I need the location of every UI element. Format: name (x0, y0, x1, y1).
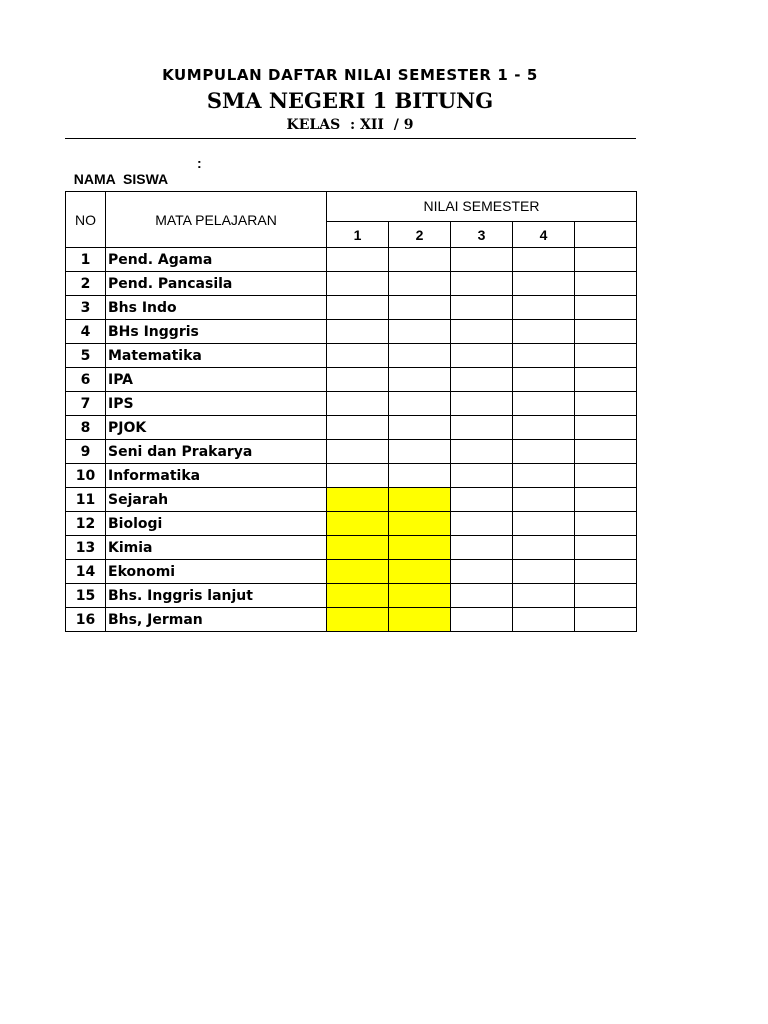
column-header-semester-group: NILAI SEMESTER (327, 192, 637, 222)
class-label: KELAS : XII / 9 (286, 117, 414, 133)
grade-cell-semester-5[interactable] (575, 608, 637, 632)
table-row (66, 536, 637, 560)
row-number: 3 (66, 296, 106, 320)
table-row (66, 344, 637, 368)
row-number: 8 (66, 416, 106, 440)
row-number: 9 (66, 440, 106, 464)
table-row (66, 464, 637, 488)
semester-header-1: 1 (327, 222, 389, 248)
row-number: 5 (66, 344, 106, 368)
grade-cell-semester-3[interactable] (451, 392, 513, 416)
student-name-colon: : (197, 155, 202, 171)
grade-cell-semester-3[interactable] (451, 368, 513, 392)
row-number: 1 (66, 248, 106, 272)
grade-cell-semester-1[interactable] (327, 248, 389, 272)
table-row (66, 440, 637, 464)
table-row (66, 488, 637, 512)
grade-cell-semester-5[interactable] (575, 320, 637, 344)
grade-cell-semester-3[interactable] (451, 320, 513, 344)
subject-name: Bhs. Inggris lanjut (106, 584, 327, 608)
grade-cell-semester-4[interactable] (513, 320, 575, 344)
school-name: SMA NEGERI 1 BITUNG (206, 88, 494, 113)
grade-cell-semester-2[interactable] (389, 488, 451, 512)
grade-cell-semester-2[interactable] (389, 560, 451, 584)
grade-cell-semester-2[interactable] (389, 344, 451, 368)
grade-cell-semester-1[interactable] (327, 512, 389, 536)
semester-header-5 (575, 222, 637, 248)
grade-cell-semester-4[interactable] (513, 584, 575, 608)
grade-cell-semester-2[interactable] (389, 584, 451, 608)
grade-cell-semester-1[interactable] (327, 536, 389, 560)
subject-name: Pend. Agama (106, 248, 327, 272)
row-number: 15 (66, 584, 106, 608)
grade-cell-semester-4[interactable] (513, 488, 575, 512)
grade-cell-semester-3[interactable] (451, 536, 513, 560)
row-number: 11 (66, 488, 106, 512)
grade-cell-semester-5[interactable] (575, 248, 637, 272)
table-row (66, 248, 637, 272)
row-number: 10 (66, 464, 106, 488)
grade-cell-semester-2[interactable] (389, 536, 451, 560)
subject-name: Biologi (106, 512, 327, 536)
subject-name: Bhs, Jerman (106, 608, 327, 632)
grade-cell-semester-1[interactable] (327, 296, 389, 320)
grade-cell-semester-4[interactable] (513, 344, 575, 368)
subject-name: Matematika (106, 344, 327, 368)
grade-cell-semester-4[interactable] (513, 560, 575, 584)
student-name-label: NAMA SISWA (73, 171, 169, 187)
grade-cell-semester-3[interactable] (451, 416, 513, 440)
grade-cell-semester-3[interactable] (451, 248, 513, 272)
grade-cell-semester-4[interactable] (513, 440, 575, 464)
table-row (66, 320, 637, 344)
table-row (66, 296, 637, 320)
grade-cell-semester-4[interactable] (513, 368, 575, 392)
semester-header-2: 2 (389, 222, 451, 248)
grade-cell-semester-2[interactable] (389, 512, 451, 536)
table-row (66, 608, 637, 632)
grade-cell-semester-4[interactable] (513, 248, 575, 272)
grade-cell-semester-4[interactable] (513, 416, 575, 440)
row-number: 13 (66, 536, 106, 560)
header-divider (65, 138, 636, 139)
table-row (66, 512, 637, 536)
subject-name: Sejarah (106, 488, 327, 512)
table-row (66, 272, 637, 296)
subject-name: Seni dan Prakarya (106, 440, 327, 464)
grade-cell-semester-1[interactable] (327, 344, 389, 368)
subject-name: Bhs Indo (106, 296, 327, 320)
subject-name: PJOK (106, 416, 327, 440)
grade-cell-semester-4[interactable] (513, 512, 575, 536)
row-number: 4 (66, 320, 106, 344)
grade-cell-semester-1[interactable] (327, 440, 389, 464)
grade-cell-semester-2[interactable] (389, 368, 451, 392)
table-row (66, 560, 637, 584)
grade-cell-semester-2[interactable] (389, 272, 451, 296)
grade-cell-semester-5[interactable] (575, 560, 637, 584)
row-number: 7 (66, 392, 106, 416)
subject-name: Pend. Pancasila (106, 272, 327, 296)
row-number: 12 (66, 512, 106, 536)
subject-name: IPA (106, 368, 327, 392)
table-row (66, 584, 637, 608)
grade-cell-semester-2[interactable] (389, 296, 451, 320)
grade-cell-semester-5[interactable] (575, 344, 637, 368)
grade-cell-semester-1[interactable] (327, 488, 389, 512)
grade-cell-semester-2[interactable] (389, 392, 451, 416)
grade-cell-semester-3[interactable] (451, 272, 513, 296)
grade-cell-semester-5[interactable] (575, 272, 637, 296)
subject-name: Kimia (106, 536, 327, 560)
row-number: 14 (66, 560, 106, 584)
grade-cell-semester-1[interactable] (327, 416, 389, 440)
grade-cell-semester-4[interactable] (513, 608, 575, 632)
grade-cell-semester-4[interactable] (513, 296, 575, 320)
grade-cell-semester-3[interactable] (451, 464, 513, 488)
grade-cell-semester-5[interactable] (575, 464, 637, 488)
grade-cell-semester-1[interactable] (327, 584, 389, 608)
column-header-no: NO (66, 192, 106, 248)
grade-cell-semester-3[interactable] (451, 296, 513, 320)
grade-cell-semester-2[interactable] (389, 320, 451, 344)
grade-cell-semester-5[interactable] (575, 512, 637, 536)
table-row (66, 416, 637, 440)
row-number: 2 (66, 272, 106, 296)
grade-cell-semester-5[interactable] (575, 392, 637, 416)
grade-cell-semester-4[interactable] (513, 536, 575, 560)
grade-cell-semester-3[interactable] (451, 440, 513, 464)
grade-cell-semester-1[interactable] (327, 272, 389, 296)
semester-header-4: 4 (513, 222, 575, 248)
grade-cell-semester-1[interactable] (327, 392, 389, 416)
grade-cell-semester-2[interactable] (389, 464, 451, 488)
grade-cell-semester-1[interactable] (327, 560, 389, 584)
grade-cell-semester-5[interactable] (575, 488, 637, 512)
grade-cell-semester-3[interactable] (451, 584, 513, 608)
grade-cell-semester-3[interactable] (451, 512, 513, 536)
table-row (66, 368, 637, 392)
grades-table (65, 191, 637, 632)
grade-cell-semester-2[interactable] (389, 440, 451, 464)
row-number: 16 (66, 608, 106, 632)
grade-cell-semester-5[interactable] (575, 440, 637, 464)
subject-name: Informatika (106, 464, 327, 488)
grade-cell-semester-5[interactable] (575, 296, 637, 320)
grade-cell-semester-1[interactable] (327, 464, 389, 488)
grade-cell-semester-3[interactable] (451, 608, 513, 632)
grade-cell-semester-5[interactable] (575, 416, 637, 440)
semester-header-3: 3 (451, 222, 513, 248)
grade-cell-semester-1[interactable] (327, 368, 389, 392)
column-header-subject: MATA PELAJARAN (106, 192, 327, 248)
grade-cell-semester-5[interactable] (575, 584, 637, 608)
grade-cell-semester-2[interactable] (389, 416, 451, 440)
grade-cell-semester-4[interactable] (513, 392, 575, 416)
grade-cell-semester-3[interactable] (451, 488, 513, 512)
subject-name: BHs Inggris (106, 320, 327, 344)
grade-cell-semester-5[interactable] (575, 536, 637, 560)
grade-cell-semester-3[interactable] (451, 344, 513, 368)
grade-cell-semester-1[interactable] (327, 608, 389, 632)
grade-cell-semester-3[interactable] (451, 560, 513, 584)
grade-cell-semester-4[interactable] (513, 272, 575, 296)
grade-cell-semester-2[interactable] (389, 248, 451, 272)
grade-cell-semester-4[interactable] (513, 464, 575, 488)
grade-cell-semester-2[interactable] (389, 608, 451, 632)
grade-cell-semester-1[interactable] (327, 320, 389, 344)
row-number: 6 (66, 368, 106, 392)
document-title: KUMPULAN DAFTAR NILAI SEMESTER 1 - 5 (162, 66, 538, 84)
subject-name: IPS (106, 392, 327, 416)
subject-name: Ekonomi (106, 560, 327, 584)
table-row (66, 392, 637, 416)
grade-cell-semester-5[interactable] (575, 368, 637, 392)
